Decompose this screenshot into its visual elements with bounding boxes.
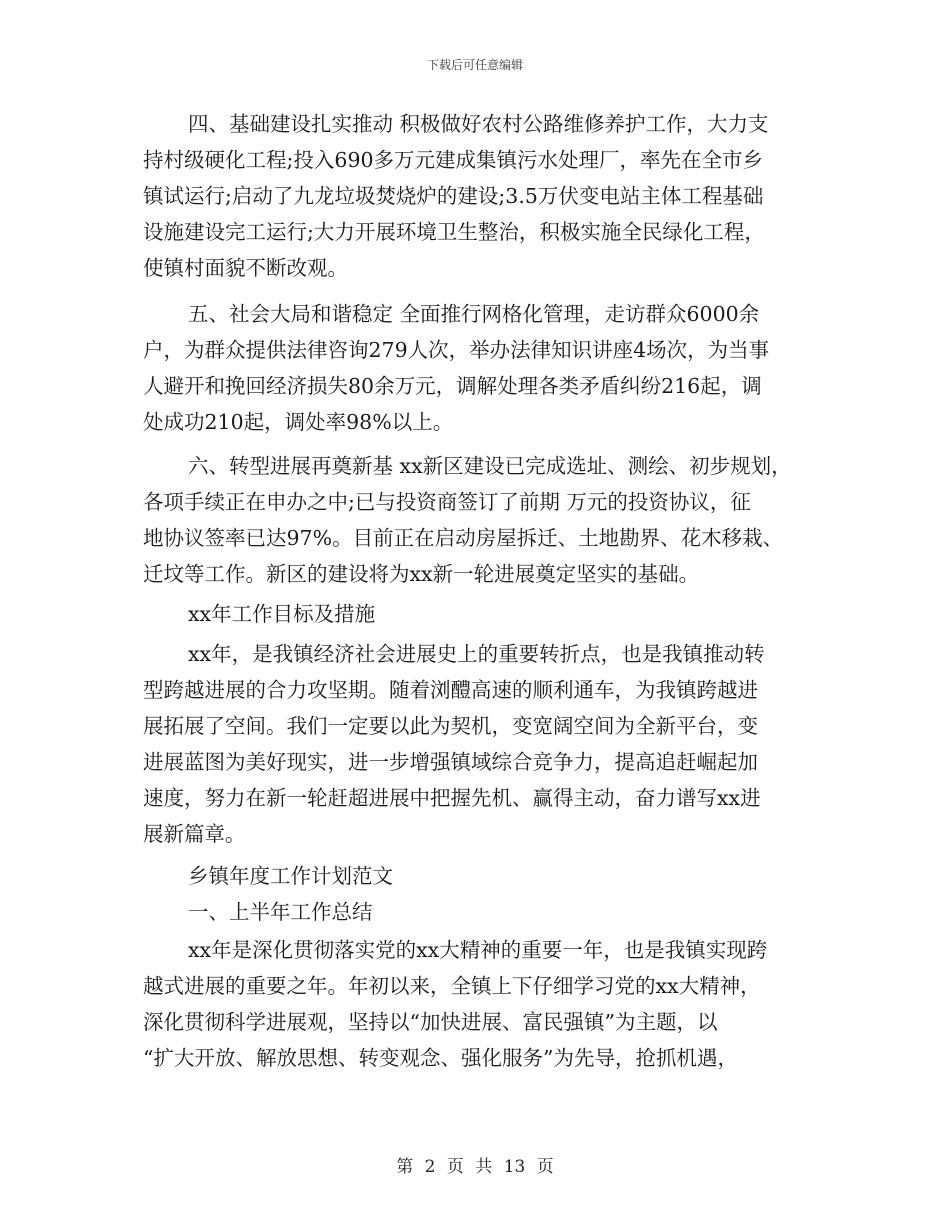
page-number: 第 2 页 共 13 页 — [396, 1157, 554, 1177]
paragraph-line: 人避开和挽回经济损失80余万元，调解处理各类矛盾纠纷216起，调 — [143, 374, 762, 398]
paragraph-line: xx年是深化贯彻落实党的xx大精神的重要一年，也是我镇实现跨 — [188, 938, 768, 962]
section-heading: 一、上半年工作总结 — [188, 900, 373, 924]
paragraph-line: 户，为群众提供法律咨询279人次，举办法律知识讲座4场次，为当事 — [143, 338, 770, 362]
paragraph-line: 型跨越进展的合力攻坚期。随着浏醴高速的顺利通车，为我镇跨越进 — [143, 678, 758, 702]
paragraph-line: 各项手续正在申办之中;已与投资商签订了前期 万元的投资协议，征 — [143, 490, 751, 514]
paragraph-line: 镇试运行;启动了九龙垃圾焚烧炉的建设;3.5万伏变电站主体工程基础 — [143, 184, 764, 208]
paragraph-line: 展新篇章。 — [143, 822, 246, 846]
section-heading: 乡镇年度工作计划范文 — [188, 864, 393, 888]
paragraph-line: 设施建设完工运行;大力开展环境卫生整治，积极实施全民绿化工程， — [143, 220, 765, 244]
paragraph-line: 进展蓝图为美好现实，进一步增强镇域综合竞争力，提高追赶崛起加 — [143, 750, 758, 774]
paragraph-line: 越式进展的重要之年。年初以来，全镇上下仔细学习党的xx大精神， — [143, 974, 761, 998]
paragraph-line: 深化贯彻科学进展观，坚持以“加快进展、富民强镇”为主题，以 — [143, 1010, 718, 1034]
paragraph-line: 五、社会大局和谐稳定 全面推行网格化管理，走访群众6000余 — [188, 302, 760, 326]
paragraph-line: xx年，是我镇经济社会进展史上的重要转折点，也是我镇推动转 — [188, 642, 765, 666]
paragraph-line: 展拓展了空间。我们一定要以此为契机，变宽阔空间为全新平台，变 — [143, 714, 758, 738]
page-header: 下载后可任意编辑 — [426, 58, 523, 72]
paragraph-line: 使镇村面貌不断改观。 — [143, 256, 348, 280]
paragraph-line: 地协议签率已达97%。目前正在启动房屋拆迁、土地勘界、花木移栽、 — [143, 526, 784, 550]
paragraph-line: “扩大开放、解放思想、转变观念、强化服务”为先导，抢抓机遇， — [143, 1046, 738, 1070]
paragraph-line: 迁坟等工作。新区的建设将为xx新一轮进展奠定坚实的基础。 — [143, 562, 700, 586]
paragraph-line: 持村级硬化工程;投入690多万元建成集镇污水处理厂，率先在全市乡 — [143, 148, 764, 172]
paragraph-line: 四、基础建设扎实推动 积极做好农村公路维修养护工作，大力支 — [188, 112, 769, 136]
paragraph-line: 处成功210起，调处率98%以上。 — [143, 410, 454, 434]
paragraph-line: 六、转型进展再奠新基 xx新区建设已完成选址、测绘、初步规划， — [188, 454, 792, 478]
section-heading: xx年工作目标及措施 — [188, 602, 376, 626]
paragraph-line: 速度，努力在新一轮赶超进展中把握先机、赢得主动，奋力谱写xx进 — [143, 786, 761, 810]
